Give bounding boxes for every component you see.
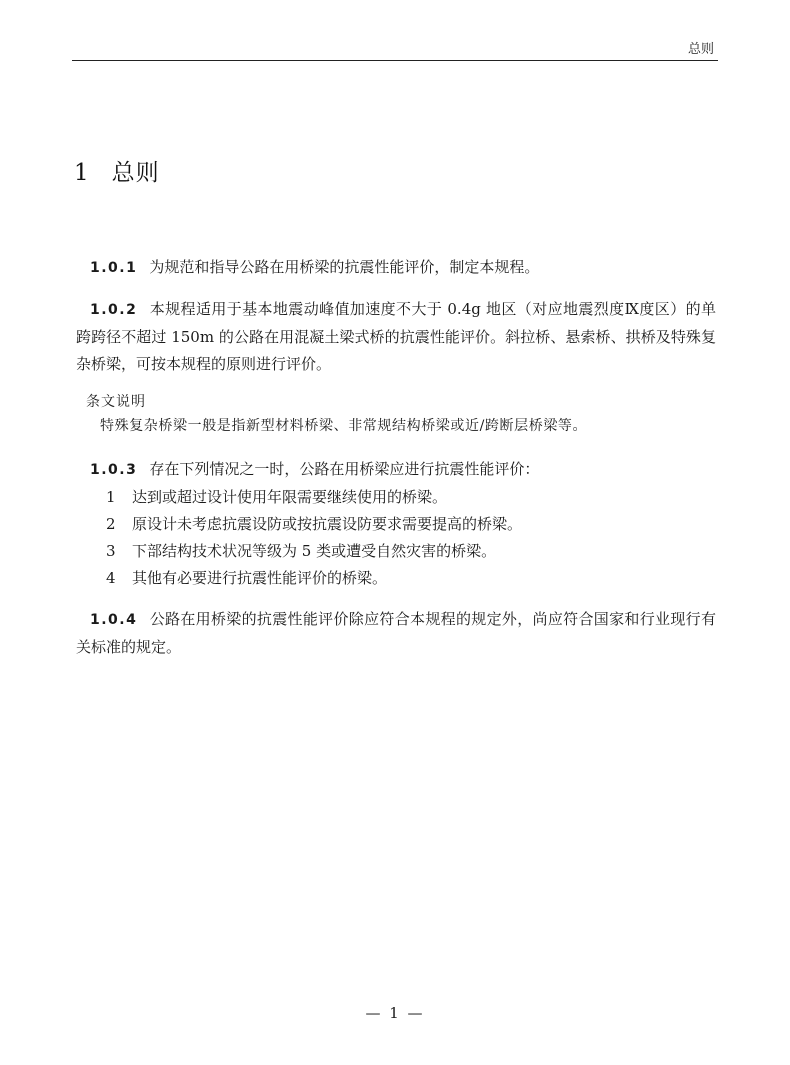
- clause-1-0-2: [76, 296, 716, 378]
- chapter-title: [74, 154, 160, 187]
- note-title: 条文说明: [86, 394, 146, 410]
- note-text: 特殊复杂桥梁一般是指新型材料桥梁、非常规结构桥梁或近/跨断层桥梁等。: [100, 418, 588, 434]
- clause-text: 本规程适用于基本地震动峰值加速度不大于 0.4g 地区（对应地震烈度Ⅸ度区）的单跨跨径不超过 150m 的公路在用混凝土梁式桥的抗震性能评价。斜拉桥、悬索桥、拱桥及特殊复杂桥梁，可按本规程的原则进行评价。: [76, 300, 716, 373]
- clause-number: 1.0.3: [90, 462, 138, 478]
- list-item-number: 2: [106, 515, 116, 533]
- clause-text: 为规范和指导公路在用桥梁的抗震性能评价，制定本规程。: [149, 258, 540, 276]
- condition-list: [76, 484, 716, 592]
- clause-number: 1.0.4: [90, 612, 138, 628]
- clause-text: 公路在用桥梁的抗震性能评价除应符合本规程的规定外，尚应符合国家和行业现行有关标准的规定。: [76, 610, 716, 656]
- header-rule: [72, 60, 718, 61]
- list-item-number: 3: [106, 542, 116, 560]
- list-item-text: 其他有必要进行抗震性能评价的桥梁。: [132, 569, 388, 587]
- list-item-text: 原设计未考虑抗震设防或按抗震设防要求需要提高的桥梁。: [132, 515, 523, 533]
- list-item-text: 下部结构技术状况等级为 5 类或遭受自然灾害的桥梁。: [132, 542, 497, 560]
- clause-number: 1.0.1: [90, 260, 138, 276]
- clause-1-0-1: [76, 254, 716, 282]
- body-content: [76, 254, 716, 675]
- running-header: 总则: [687, 42, 714, 57]
- list-item: [76, 484, 716, 511]
- clause-1-0-3: [76, 456, 716, 484]
- clause-explanation: [76, 390, 716, 438]
- chapter-number: 1: [74, 160, 90, 186]
- list-item-number: 4: [106, 569, 116, 587]
- list-item: [76, 511, 716, 538]
- clause-number: 1.0.2: [90, 302, 138, 318]
- chapter-title-text: 总则: [111, 160, 160, 186]
- clause-text: 存在下列情况之一时，公路在用桥梁应进行抗震性能评价：: [149, 460, 540, 478]
- list-item: [76, 538, 716, 565]
- clause-1-0-4: [76, 606, 716, 661]
- list-item-number: 1: [106, 488, 116, 506]
- list-item: [76, 565, 716, 592]
- list-item-text: 达到或超过设计使用年限需要继续使用的桥梁。: [132, 488, 448, 506]
- page-number: — 1 —: [365, 1004, 425, 1022]
